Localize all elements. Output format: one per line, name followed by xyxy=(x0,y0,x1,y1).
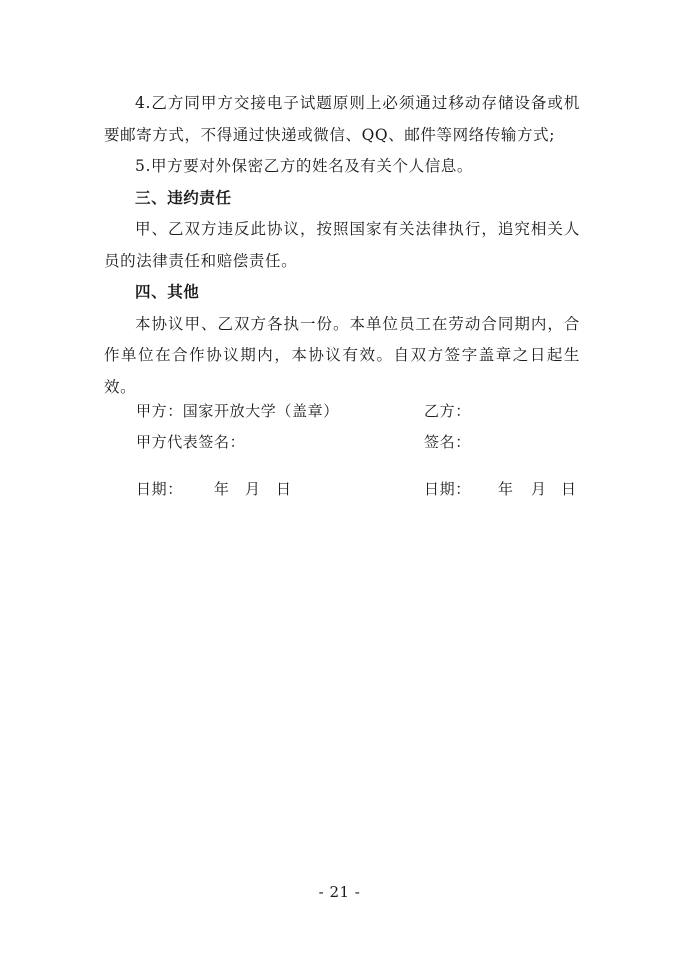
page-number: - 21 - xyxy=(318,883,361,901)
section-3-text: 甲、乙双方违反此协议，按照国家有关法律执行，追究相关人员的法律责任和赔偿责任。 xyxy=(104,220,580,270)
item-5: 5.甲方要对外保密乙方的姓名及有关个人信息。 xyxy=(135,157,473,175)
section-3-heading: 三、违约责任 xyxy=(135,188,232,207)
party-b-date-month: 月 xyxy=(531,480,547,498)
agreement-body xyxy=(104,88,580,403)
section-4-text: 本协议甲、乙双方各执一份。本单位员工在劳动合同期内，合作单位在合作协议期内，本协议有效。自双方签字盖章之日起生效。 xyxy=(104,314,580,396)
party-a-date-label: 日期： xyxy=(136,480,183,498)
section-4-heading: 四、其他 xyxy=(135,283,200,301)
party-a-date-year: 年 xyxy=(214,480,230,498)
party-b-date-day: 日 xyxy=(561,480,577,498)
party-b-label: 乙方： xyxy=(424,402,471,420)
party-b-date-year: 年 xyxy=(498,480,514,498)
party-b-signature-label: 签名： xyxy=(424,433,471,451)
party-a-representative-label: 甲方代表签名： xyxy=(136,433,246,451)
party-b-date-label: 日期： xyxy=(424,480,471,498)
party-a-date-month: 月 xyxy=(245,480,261,498)
party-a-date-day: 日 xyxy=(276,480,292,498)
party-a-label: 甲方：国家开放大学（盖章） xyxy=(136,402,339,420)
item-4: 4.乙方同甲方交接电子试题原则上必须通过移动存储设备或机要邮寄方式，不得通过快递或微信、QQ、邮件等网络传输方式; xyxy=(104,94,580,144)
